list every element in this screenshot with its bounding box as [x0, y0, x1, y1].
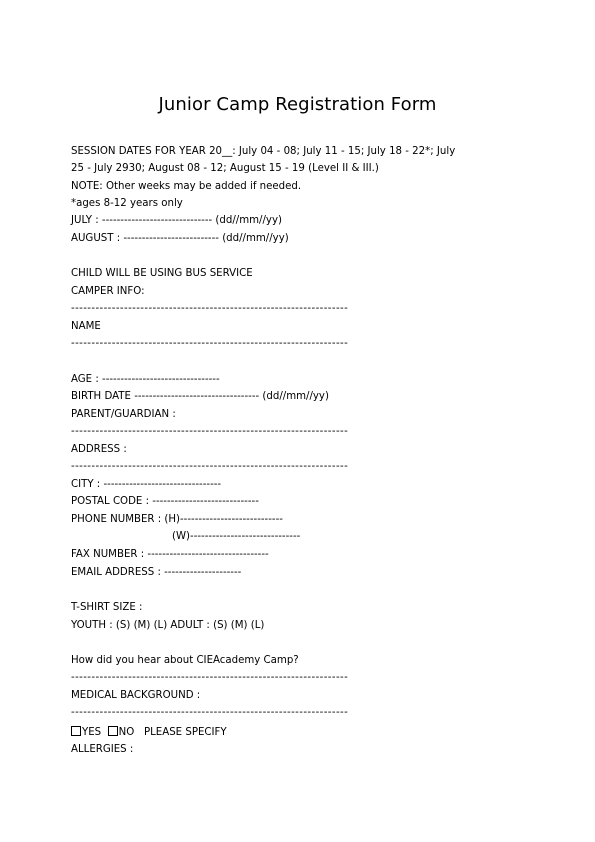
postal-code-field[interactable]: POSTAL CODE : -----------------------------: [71, 496, 259, 507]
session-note: NOTE: Other weeks may be added if needed.: [71, 181, 302, 192]
july-date-field[interactable]: JULY : ------------------------------ (dd//mm//yy): [71, 215, 282, 226]
parent-guardian-label: PARENT/GUARDIAN :: [71, 409, 176, 420]
separator-line: --------------------------------------------------------------------: [71, 303, 349, 314]
city-field[interactable]: CITY : --------------------------------: [71, 479, 222, 490]
age-field[interactable]: AGE : --------------------------------: [71, 374, 220, 385]
name-field-line[interactable]: --------------------------------------------------------------------: [71, 338, 349, 349]
parent-guardian-field-line[interactable]: --------------------------------------------------------------------: [71, 426, 349, 437]
camper-info-heading: CAMPER INFO:: [71, 286, 145, 297]
yes-label: YES: [82, 727, 102, 738]
birth-date-field[interactable]: BIRTH DATE ---------------------------------- (dd//mm//yy): [71, 391, 329, 402]
session-dates-line-2: 25 - July 2930; August 08 - 12; August 15 - 19 (Level II & III.): [71, 163, 379, 174]
address-label: ADDRESS :: [71, 444, 127, 455]
phone-work-field[interactable]: (W)------------------------------: [172, 531, 301, 542]
tshirt-size-label: T-SHIRT SIZE :: [71, 602, 143, 613]
yes-checkbox[interactable]: [71, 726, 81, 736]
session-ages-note: *ages 8-12 years only: [71, 198, 183, 209]
address-field-line[interactable]: --------------------------------------------------------------------: [71, 461, 349, 472]
allergies-label: ALLERGIES :: [71, 744, 134, 755]
email-address-field[interactable]: EMAIL ADDRESS : ---------------------: [71, 567, 242, 578]
august-date-field[interactable]: AUGUST : -------------------------- (dd//mm//yy): [71, 233, 289, 244]
referral-field-line[interactable]: --------------------------------------------------------------------: [71, 672, 349, 683]
medical-field-line[interactable]: --------------------------------------------------------------------: [71, 707, 349, 718]
fax-number-field[interactable]: FAX NUMBER : ---------------------------------: [71, 549, 269, 560]
tshirt-size-options[interactable]: YOUTH : (S) (M) (L) ADULT : (S) (M) (L): [71, 620, 265, 631]
no-label: NO: [118, 727, 135, 738]
phone-home-field[interactable]: PHONE NUMBER : (H)----------------------------: [71, 514, 283, 525]
form-title: Junior Camp Registration Form: [158, 94, 437, 115]
bus-service-line: CHILD WILL BE USING BUS SERVICE: [71, 268, 253, 279]
name-label: NAME: [71, 321, 101, 332]
session-dates-line-1: SESSION DATES FOR YEAR 20__: July 04 - 08; July 11 - 15; July 18 - 22*; July: [71, 146, 456, 157]
medical-background-label: MEDICAL BACKGROUND :: [71, 690, 201, 701]
please-specify-label: PLEASE SPECIFY: [143, 727, 227, 738]
medical-options-row: [71, 726, 227, 740]
no-checkbox[interactable]: [108, 726, 118, 736]
referral-question: How did you hear about CIEAcademy Camp?: [71, 655, 299, 666]
